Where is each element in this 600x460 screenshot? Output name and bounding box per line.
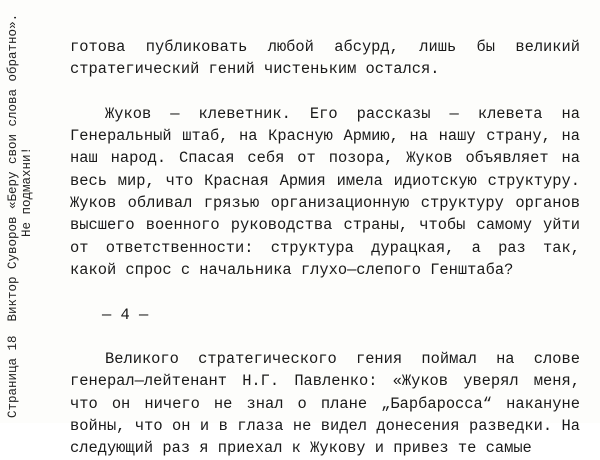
paragraph-spacer bbox=[70, 326, 580, 348]
header-row-1 bbox=[6, 13, 20, 418]
book-title: Виктор Суворов «Беру свои слова обратно». bbox=[6, 13, 20, 322]
paragraph-spacer bbox=[70, 281, 580, 303]
paragraph-continuation: готова публиковать любой абсурд, лишь бы великий стратегический гений чистеньким остался. bbox=[70, 38, 580, 79]
page-text bbox=[70, 36, 580, 460]
page-label: Страница 18 bbox=[6, 335, 20, 418]
section-number: — 4 — bbox=[102, 305, 149, 324]
paragraph-pavlenko: Великого стратегического гения поймал на слове генерал—лейтенант Н.Г. Павленко: «Жуков уверял меня, что он ничего не знал о плане „Барбаросса“ накануне войны, что он и в глаза не видел донесения разведки. На следующий раз я приехал к Жукову и привез те самые bbox=[70, 350, 580, 458]
paragraph-zhukov: Жуков — клеветник. Его рассказы — клевета на Генеральный штаб, на Красную Армию, на нашу страну, на наш народ. Спасая себя от позора, Жуков объявляет на весь мир, что Красная Армия имела идиотскую структуру. Жуков обливал грязью организационную структуру органов высшего военного руководства страны, чтобы самому уйти от ответственности: структура дурацкая, а раз так, какой спрос с начальника глухо—слепого Генштаба? bbox=[70, 104, 580, 279]
running-header bbox=[6, 13, 34, 418]
paragraph-spacer bbox=[70, 81, 580, 103]
chapter-title: Не подмахни! bbox=[20, 146, 34, 237]
